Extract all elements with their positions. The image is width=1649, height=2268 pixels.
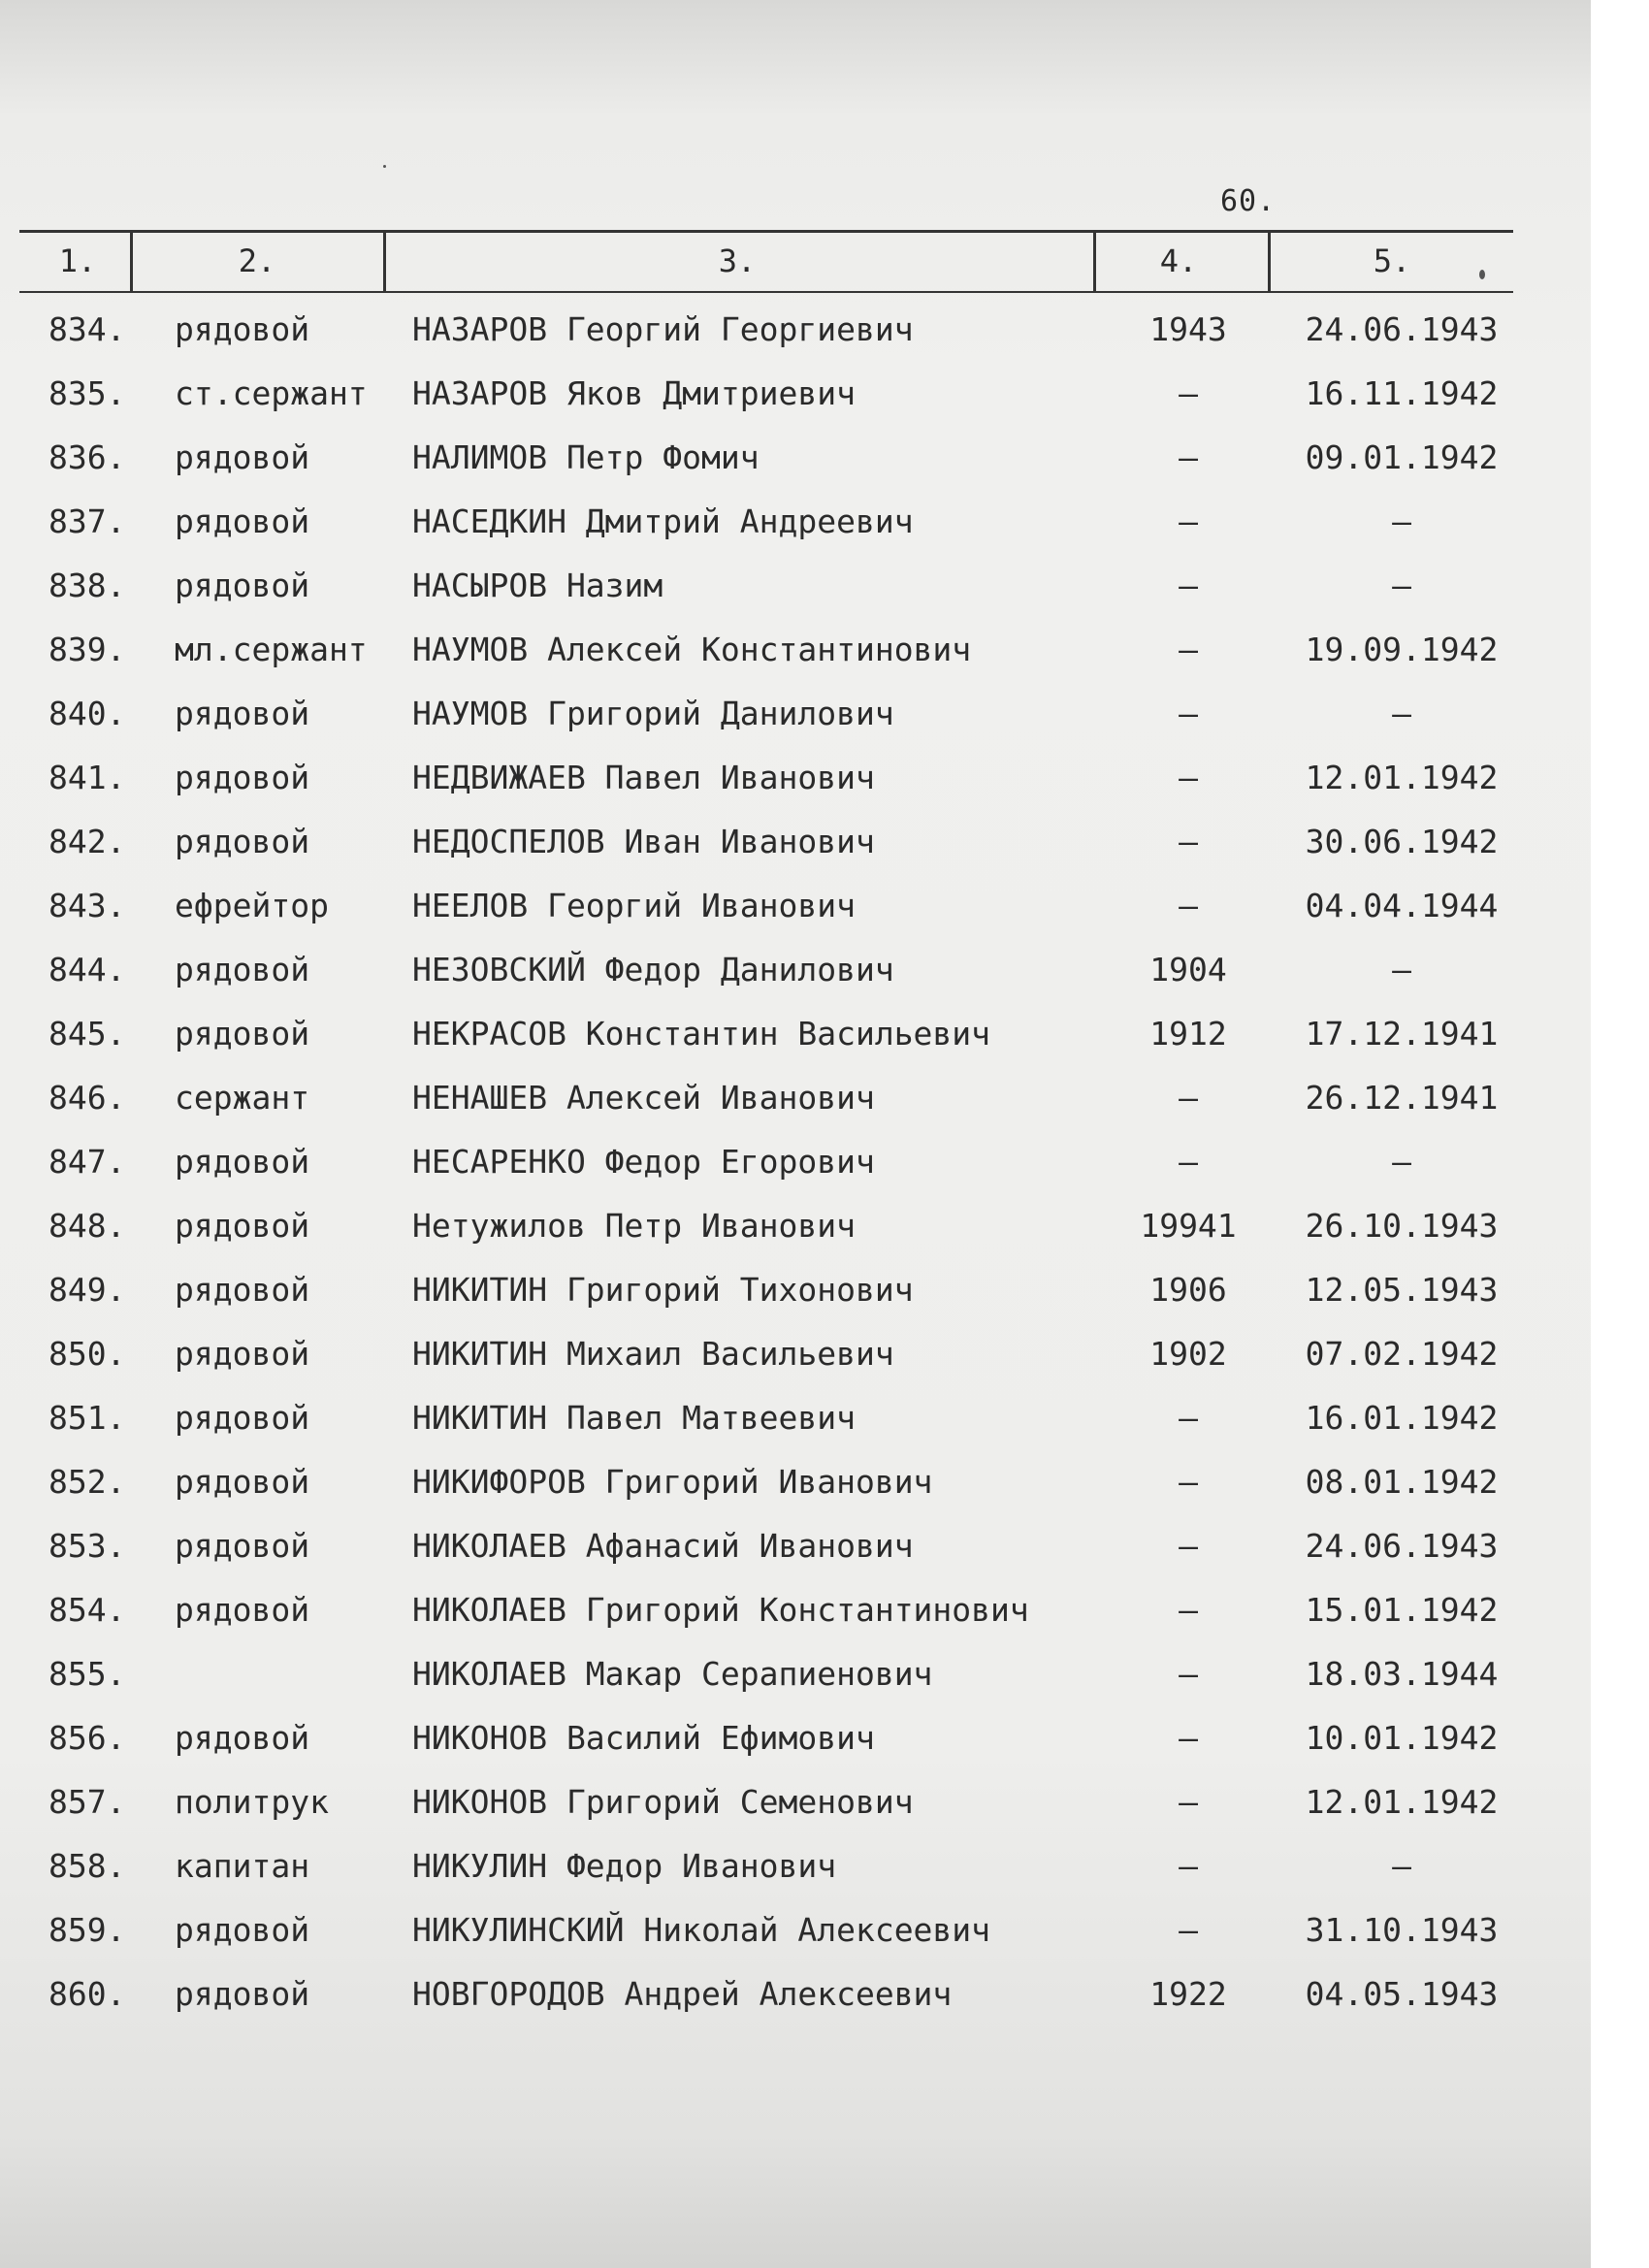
column-divider bbox=[1093, 231, 1096, 291]
column-divider bbox=[1268, 231, 1271, 291]
row-number: 836. bbox=[48, 438, 126, 476]
row-date: – bbox=[1392, 951, 1411, 988]
table-row bbox=[0, 877, 1591, 941]
row-number: 858. bbox=[48, 1847, 126, 1885]
row-rank: рядовой bbox=[175, 502, 310, 540]
row-name: НЕКРАСОВ Константин Васильевич bbox=[412, 1015, 991, 1053]
row-rank: рядовой bbox=[175, 951, 310, 988]
row-name: НИКИТИН Павел Матвеевич bbox=[412, 1399, 856, 1437]
row-birth-year: – bbox=[1179, 1399, 1198, 1437]
row-birth-year: – bbox=[1179, 1719, 1198, 1757]
row-date: 09.01.1942 bbox=[1305, 438, 1499, 476]
row-name: НОВГОРОДОВ Андрей Алексеевич bbox=[412, 1975, 953, 2013]
row-number: 837. bbox=[48, 502, 126, 540]
row-date: – bbox=[1392, 1847, 1411, 1885]
row-birth-year: – bbox=[1179, 887, 1198, 924]
row-name: НАУМОВ Алексей Константинович bbox=[412, 631, 972, 668]
header-col-1: 1. bbox=[58, 243, 97, 279]
table-row bbox=[0, 1389, 1591, 1453]
table-body bbox=[0, 301, 1591, 2029]
row-name: НЕЕЛОВ Георгий Иванович bbox=[412, 887, 856, 924]
table-row bbox=[0, 493, 1591, 557]
row-birth-year: – bbox=[1179, 1527, 1198, 1565]
row-rank: рядовой bbox=[175, 1719, 310, 1757]
row-name: НЕСАРЕНКО Федор Егорович bbox=[412, 1143, 875, 1181]
row-date: 16.01.1942 bbox=[1305, 1399, 1499, 1437]
row-date: 12.01.1942 bbox=[1305, 1783, 1499, 1821]
row-name: НАСЫРОВ Назим bbox=[412, 567, 663, 604]
table-row bbox=[0, 429, 1591, 493]
table-row bbox=[0, 941, 1591, 1005]
row-name: НИКУЛИН Федор Иванович bbox=[412, 1847, 837, 1885]
row-rank: сержант bbox=[175, 1079, 310, 1117]
row-rank: рядовой bbox=[175, 1271, 310, 1309]
header-col-5: 5. bbox=[1373, 243, 1411, 279]
row-name: Нетужилов Петр Иванович bbox=[412, 1207, 856, 1245]
table-row bbox=[0, 1261, 1591, 1325]
row-number: 857. bbox=[48, 1783, 126, 1821]
row-date: 08.01.1942 bbox=[1305, 1463, 1499, 1501]
row-date: 18.03.1944 bbox=[1305, 1655, 1499, 1693]
scan-speck bbox=[1479, 270, 1485, 279]
scan-margin bbox=[1591, 0, 1649, 2268]
row-rank: рядовой bbox=[175, 1975, 310, 2013]
table-row bbox=[0, 749, 1591, 813]
row-rank: рядовой bbox=[175, 695, 310, 732]
row-rank: рядовой bbox=[175, 438, 310, 476]
row-date: 26.10.1943 bbox=[1305, 1207, 1499, 1245]
row-birth-year: – bbox=[1179, 823, 1198, 860]
header-col-3: 3. bbox=[718, 243, 757, 279]
row-birth-year: – bbox=[1179, 1463, 1198, 1501]
row-birth-year: 1912 bbox=[1149, 1015, 1227, 1053]
row-number: 850. bbox=[48, 1335, 126, 1373]
row-rank: рядовой bbox=[175, 1399, 310, 1437]
table-row bbox=[0, 1965, 1591, 2029]
row-number: 835. bbox=[48, 374, 126, 412]
row-rank: политрук bbox=[175, 1783, 329, 1821]
row-date: 10.01.1942 bbox=[1305, 1719, 1499, 1757]
header-col-2: 2. bbox=[238, 243, 276, 279]
row-name: НЕНАШЕВ Алексей Иванович bbox=[412, 1079, 875, 1117]
row-name: НИКОЛАЕВ Григорий Константинович bbox=[412, 1591, 1029, 1629]
row-number: 847. bbox=[48, 1143, 126, 1181]
table-row bbox=[0, 1773, 1591, 1837]
column-divider bbox=[383, 231, 386, 291]
row-rank: ст.сержант bbox=[175, 374, 368, 412]
column-divider bbox=[130, 231, 133, 291]
row-number: 854. bbox=[48, 1591, 126, 1629]
row-date: 30.06.1942 bbox=[1305, 823, 1499, 860]
row-date: 26.12.1941 bbox=[1305, 1079, 1499, 1117]
row-date: – bbox=[1392, 695, 1411, 732]
row-date: – bbox=[1392, 567, 1411, 604]
row-date: 04.04.1944 bbox=[1305, 887, 1499, 924]
row-date: 12.05.1943 bbox=[1305, 1271, 1499, 1309]
row-name: НИКИФОРОВ Григорий Иванович bbox=[412, 1463, 933, 1501]
table-row bbox=[0, 1517, 1591, 1581]
row-name: НИКОНОВ Григорий Семенович bbox=[412, 1783, 914, 1821]
row-number: 840. bbox=[48, 695, 126, 732]
row-rank: рядовой bbox=[175, 1591, 310, 1629]
row-rank: рядовой bbox=[175, 759, 310, 796]
row-number: 856. bbox=[48, 1719, 126, 1757]
row-rank: рядовой bbox=[175, 567, 310, 604]
row-birth-year: – bbox=[1179, 1783, 1198, 1821]
row-rank: мл.сержант bbox=[175, 631, 368, 668]
row-birth-year: 1906 bbox=[1149, 1271, 1227, 1309]
row-name: НАЗАРОВ Георгий Георгиевич bbox=[412, 310, 914, 348]
row-birth-year: 1943 bbox=[1149, 310, 1227, 348]
row-rank: капитан bbox=[175, 1847, 310, 1885]
row-rank: рядовой bbox=[175, 1335, 310, 1373]
row-number: 846. bbox=[48, 1079, 126, 1117]
row-rank: рядовой bbox=[175, 823, 310, 860]
row-number: 841. bbox=[48, 759, 126, 796]
row-number: 853. bbox=[48, 1527, 126, 1565]
row-birth-year: – bbox=[1179, 502, 1198, 540]
row-rank: рядовой bbox=[175, 1143, 310, 1181]
row-date: 15.01.1942 bbox=[1305, 1591, 1499, 1629]
row-date: – bbox=[1392, 502, 1411, 540]
row-birth-year: – bbox=[1179, 695, 1198, 732]
row-rank: рядовой bbox=[175, 1911, 310, 1949]
row-rank: рядовой bbox=[175, 310, 310, 348]
row-number: 843. bbox=[48, 887, 126, 924]
row-number: 838. bbox=[48, 567, 126, 604]
row-number: 844. bbox=[48, 951, 126, 988]
table-row bbox=[0, 1581, 1591, 1645]
row-birth-year: – bbox=[1179, 567, 1198, 604]
table-row bbox=[0, 1709, 1591, 1773]
row-number: 834. bbox=[48, 310, 126, 348]
table-header-rule bbox=[19, 291, 1513, 293]
row-birth-year: 1904 bbox=[1149, 951, 1227, 988]
row-name: НИКОЛАЕВ Макар Серапиенович bbox=[412, 1655, 933, 1693]
row-number: 851. bbox=[48, 1399, 126, 1437]
table-row bbox=[0, 621, 1591, 685]
table-row bbox=[0, 1005, 1591, 1069]
row-birth-year: – bbox=[1179, 1847, 1198, 1885]
row-number: 839. bbox=[48, 631, 126, 668]
row-name: НЕЗОВСКИЙ Федор Данилович bbox=[412, 951, 894, 988]
row-name: НЕДВИЖАЕВ Павел Иванович bbox=[412, 759, 875, 796]
row-number: 855. bbox=[48, 1655, 126, 1693]
table-row bbox=[0, 1197, 1591, 1261]
row-date: 24.06.1943 bbox=[1305, 310, 1499, 348]
row-birth-year: – bbox=[1179, 631, 1198, 668]
page-number: 60. bbox=[1220, 184, 1277, 218]
table-row bbox=[0, 1837, 1591, 1901]
table-top-rule bbox=[19, 230, 1513, 233]
row-birth-year: – bbox=[1179, 1911, 1198, 1949]
row-date: 19.09.1942 bbox=[1305, 631, 1499, 668]
table-row bbox=[0, 301, 1591, 365]
row-number: 845. bbox=[48, 1015, 126, 1053]
row-name: НИКОЛАЕВ Афанасий Иванович bbox=[412, 1527, 914, 1565]
row-number: 848. bbox=[48, 1207, 126, 1245]
row-date: 24.06.1943 bbox=[1305, 1527, 1499, 1565]
row-birth-year: 1922 bbox=[1149, 1975, 1227, 2013]
row-rank: рядовой bbox=[175, 1015, 310, 1053]
row-date: 04.05.1943 bbox=[1305, 1975, 1499, 2013]
row-rank: рядовой bbox=[175, 1463, 310, 1501]
row-name: НЕДОСПЕЛОВ Иван Иванович bbox=[412, 823, 875, 860]
row-number: 852. bbox=[48, 1463, 126, 1501]
table-row bbox=[0, 557, 1591, 621]
table-row bbox=[0, 1325, 1591, 1389]
row-date: 31.10.1943 bbox=[1305, 1911, 1499, 1949]
row-date: 16.11.1942 bbox=[1305, 374, 1499, 412]
row-birth-year: – bbox=[1179, 1143, 1198, 1181]
row-birth-year: 1902 bbox=[1149, 1335, 1227, 1373]
row-date: 07.02.1942 bbox=[1305, 1335, 1499, 1373]
table-row bbox=[0, 1133, 1591, 1197]
row-number: 849. bbox=[48, 1271, 126, 1309]
row-name: НИКИТИН Михаил Васильевич bbox=[412, 1335, 894, 1373]
row-date: 17.12.1941 bbox=[1305, 1015, 1499, 1053]
row-birth-year: – bbox=[1179, 1655, 1198, 1693]
table-row bbox=[0, 1453, 1591, 1517]
table-row bbox=[0, 1901, 1591, 1965]
row-name: НИКОНОВ Василий Ефимович bbox=[412, 1719, 875, 1757]
row-rank: ефрейтор bbox=[175, 887, 329, 924]
header-col-4: 4. bbox=[1159, 243, 1198, 279]
row-name: НАСЕДКИН Дмитрий Андреевич bbox=[412, 502, 914, 540]
row-number: 859. bbox=[48, 1911, 126, 1949]
row-date: – bbox=[1392, 1143, 1411, 1181]
row-name: НИКИТИН Григорий Тихонович bbox=[412, 1271, 914, 1309]
table-row bbox=[0, 1645, 1591, 1709]
scan-speck bbox=[383, 165, 386, 168]
row-name: НИКУЛИНСКИЙ Николай Алексеевич bbox=[412, 1911, 991, 1949]
table-row bbox=[0, 813, 1591, 877]
row-birth-year: – bbox=[1179, 759, 1198, 796]
row-rank: рядовой bbox=[175, 1207, 310, 1245]
row-birth-year: – bbox=[1179, 374, 1198, 412]
table-row bbox=[0, 1069, 1591, 1133]
row-date: 12.01.1942 bbox=[1305, 759, 1499, 796]
row-name: НАУМОВ Григорий Данилович bbox=[412, 695, 894, 732]
row-birth-year: – bbox=[1179, 1079, 1198, 1117]
row-number: 860. bbox=[48, 1975, 126, 2013]
table-row bbox=[0, 685, 1591, 749]
row-name: НАЗАРОВ Яков Дмитриевич bbox=[412, 374, 856, 412]
row-name: НАЛИМОВ Петр Фомич bbox=[412, 438, 760, 476]
row-birth-year: – bbox=[1179, 1591, 1198, 1629]
table-row bbox=[0, 365, 1591, 429]
row-number: 842. bbox=[48, 823, 126, 860]
row-birth-year: – bbox=[1179, 438, 1198, 476]
row-birth-year: 19941 bbox=[1140, 1207, 1237, 1245]
row-rank: рядовой bbox=[175, 1527, 310, 1565]
